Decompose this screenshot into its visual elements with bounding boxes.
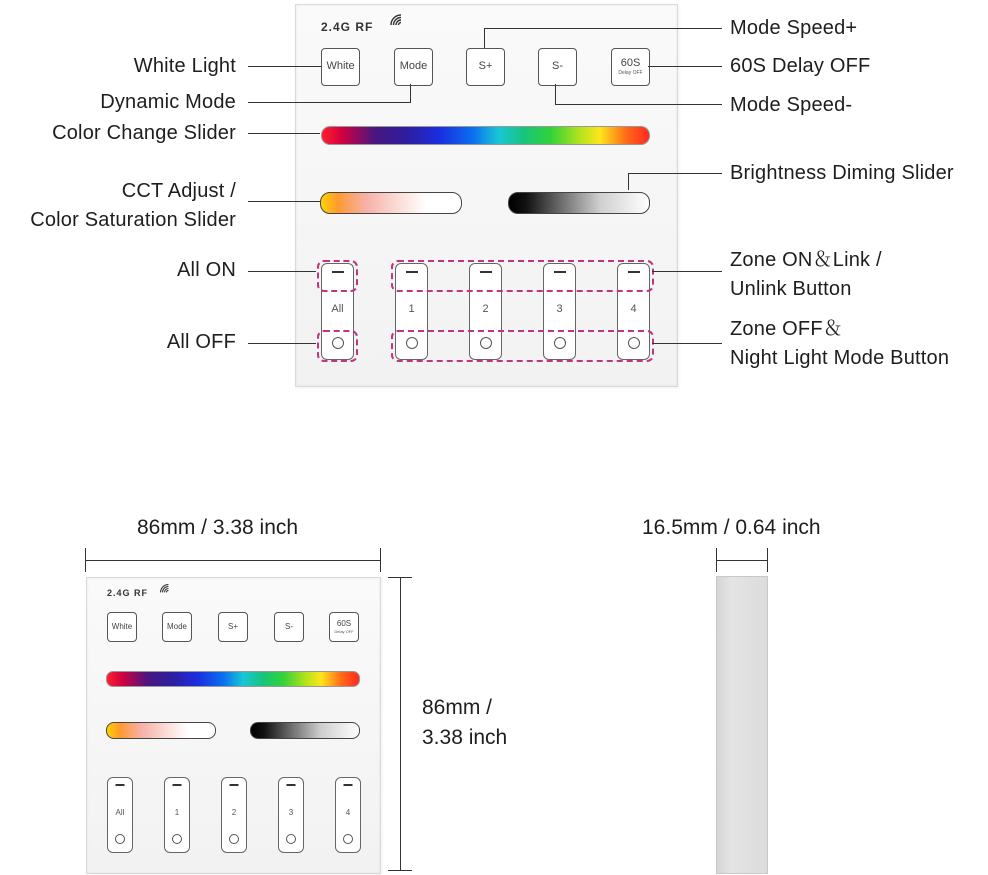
speed-down-button[interactable]: S- (538, 48, 577, 86)
dimension-tick (85, 548, 86, 572)
leader-line (410, 84, 411, 103)
delay-off-button[interactable]: 60S Delay OFF (611, 48, 650, 86)
cct-saturation-slider[interactable] (106, 722, 216, 739)
height-dimension-line (400, 577, 401, 871)
callout-cct-line1: CCT Adjust / (121, 180, 236, 202)
brightness-slider[interactable] (250, 722, 360, 739)
leader-line (555, 84, 556, 105)
leader-line (484, 28, 722, 29)
zone-off-highlight (391, 330, 654, 362)
on-dash-icon (230, 784, 239, 786)
callout-white-light: White Light (133, 55, 236, 77)
cct-saturation-slider[interactable] (320, 192, 462, 214)
leader-line (648, 66, 722, 67)
zone-2-button[interactable]: 2 (469, 263, 502, 360)
height-dimension-label-1: 86mm / (422, 696, 493, 719)
white-button[interactable]: White (321, 48, 360, 86)
panel-side-profile (716, 576, 768, 874)
callout-zone-off-line1: Zone OFF＆ (730, 318, 843, 340)
mode-button[interactable]: Mode (394, 48, 433, 86)
off-circle-icon (343, 834, 353, 844)
remote-panel-top (295, 4, 678, 387)
speed-up-button[interactable]: S+ (466, 48, 505, 86)
height-dimension-label-2: 3.38 inch (422, 726, 508, 749)
callout-all-on: All ON (177, 259, 236, 281)
leader-line (484, 28, 485, 48)
white-button[interactable]: White (107, 612, 137, 642)
color-change-slider[interactable] (321, 126, 650, 145)
leader-line (248, 133, 320, 134)
brand-label: 2.4G RF (321, 20, 374, 34)
callout-color-change-slider: Color Change Slider (52, 122, 236, 144)
leader-line (248, 201, 320, 202)
wifi-signal-icon (389, 13, 403, 27)
leader-line (628, 173, 722, 174)
color-change-slider[interactable] (106, 671, 360, 687)
off-circle-icon (229, 834, 239, 844)
wifi-signal-icon (159, 583, 170, 594)
on-dash-icon (287, 784, 296, 786)
leader-line (248, 102, 411, 103)
off-circle-icon (172, 834, 182, 844)
off-circle-icon (286, 834, 296, 844)
zone-on-highlight (391, 260, 654, 292)
dimension-tick (767, 548, 768, 572)
callout-zone-on-line2: Unlink Button (730, 278, 852, 300)
callout-delay-off: 60S Delay OFF (730, 55, 871, 77)
zone-4-button[interactable]: 4 (617, 263, 650, 360)
leader-line (652, 343, 722, 344)
zone-3-button[interactable]: 3 (543, 263, 576, 360)
callout-zone-off-line2: Night Light Mode Button (730, 347, 950, 369)
callout-brightness-slider: Brightness Diming Slider (730, 162, 954, 184)
zone-1-button[interactable]: 1 (164, 777, 190, 853)
on-dash-icon (116, 784, 125, 786)
speed-down-button[interactable]: S- (274, 612, 304, 642)
speed-up-button[interactable]: S+ (218, 612, 248, 642)
width-dimension-line (86, 560, 380, 561)
on-dash-icon (344, 784, 353, 786)
callout-zone-on-line1: Zone ON＆Link / (730, 249, 882, 271)
on-dash-icon (173, 784, 182, 786)
callout-mode-speed-minus: Mode Speed- (730, 94, 853, 116)
callout-all-off: All OFF (166, 331, 236, 353)
zone-all-button[interactable]: All (321, 263, 354, 360)
zone-1-button[interactable]: 1 (395, 263, 428, 360)
leader-line (555, 104, 722, 105)
zone-4-button[interactable]: 4 (335, 777, 361, 853)
off-circle-icon (115, 834, 125, 844)
callout-cct-line2: Color Saturation Slider (30, 209, 236, 231)
all-off-highlight (317, 330, 358, 362)
callout-dynamic-mode: Dynamic Mode (100, 91, 236, 113)
leader-line (652, 271, 722, 272)
zone-3-button[interactable]: 3 (278, 777, 304, 853)
width-dimension-label: 86mm / 3.38 inch (137, 516, 299, 539)
brightness-slider[interactable] (508, 192, 650, 214)
callout-mode-speed-plus: Mode Speed+ (730, 17, 858, 39)
mode-button[interactable]: Mode (162, 612, 192, 642)
zone-2-button[interactable]: 2 (221, 777, 247, 853)
leader-line (248, 271, 316, 272)
dimension-tick (380, 548, 381, 572)
dimension-tick (716, 548, 717, 572)
dimension-tick (388, 577, 412, 578)
depth-dimension-line (716, 560, 768, 561)
zone-all-button[interactable]: All (107, 777, 133, 853)
remote-panel-small (86, 577, 381, 874)
leader-line (248, 343, 316, 344)
brand-label: 2.4G RF (107, 588, 149, 598)
leader-line (628, 173, 629, 190)
depth-dimension-label: 16.5mm / 0.64 inch (642, 516, 821, 539)
delay-off-button[interactable]: 60S Delay OFF (329, 612, 359, 642)
dimension-tick (388, 870, 412, 871)
all-on-highlight (317, 260, 358, 292)
leader-line (248, 66, 321, 67)
